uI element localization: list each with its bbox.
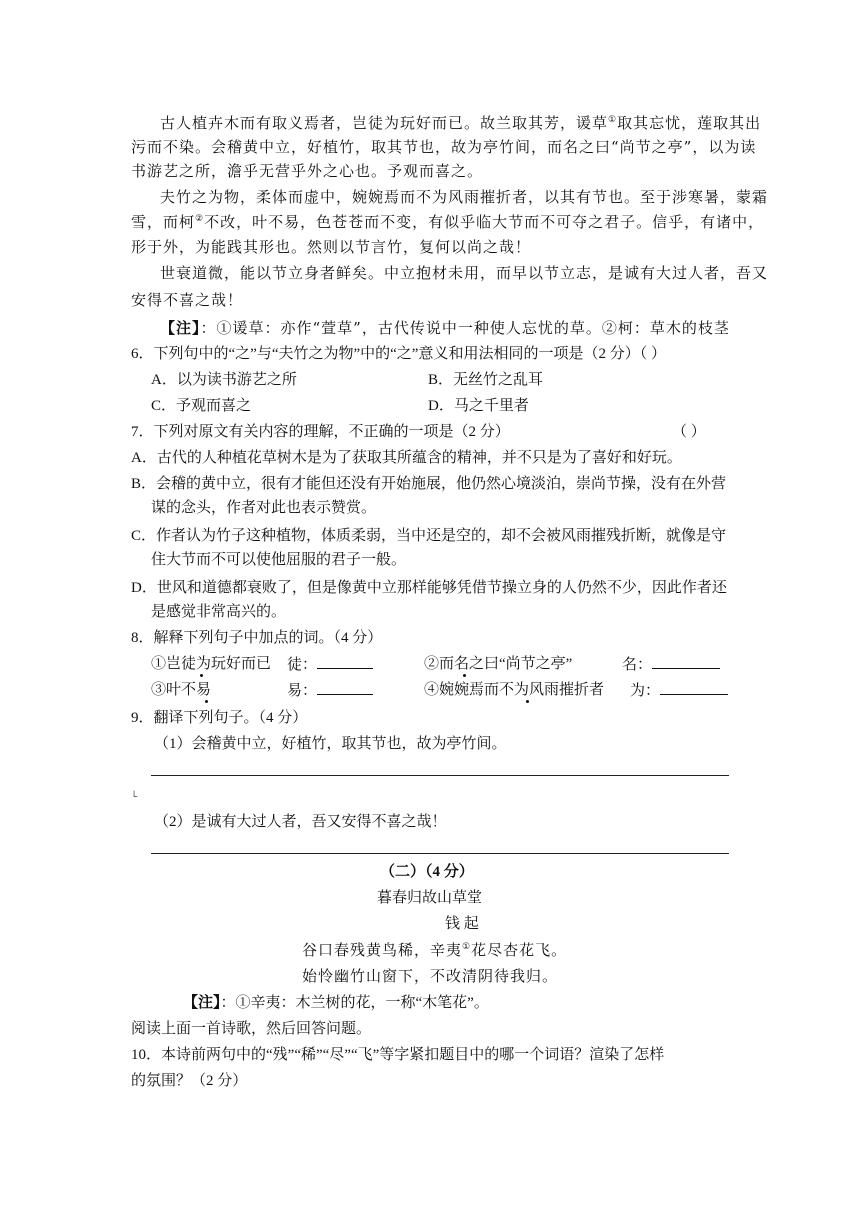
q7-option-c-line2: 住大节而不可以使他屈服的君子一般。 [151,552,407,568]
answer-blank[interactable] [660,680,728,695]
q9-sentence-1: （1）会稽黄中立，好植竹，取其节也，故为亭竹间。 [154,736,507,752]
note-marker-poem: ① [462,942,472,952]
q6-option-a: A．以为读书游艺之所 [151,372,297,388]
part2-heading: （二）（4 分） [380,864,474,880]
q8-item-3: ③叶不易 [151,682,212,698]
q8-item-2: ②而名之曰“尚节之亭” [424,656,573,672]
poem-instruction: 阅读上面一首诗歌，然后回答问题。 [131,1021,372,1037]
poem-line-1: 谷口春残黄鸟稀，辛夷①花尽杏花飞。 [302,941,568,959]
note-marker-2: ② [195,214,205,224]
line-break-mark: └ [131,792,138,803]
passage-p3-line1: 世衰道微，能以节立身者鲜矣。中立抱材未用，而早以节立志，是诚有大过人者，吾又 [160,264,769,282]
poem-note: 【注】：①辛夷：木兰树的花，一称“木笔花”。 [183,995,489,1011]
poem-title: 暮春归故山草堂 [377,890,483,906]
passage-note: 【注】：①谖草：亦作“萱草”，古代传说中一种使人忘忧的草。②柯：草木的枝茎 [160,319,730,337]
answer-line-1[interactable] [151,775,729,776]
passage-p2-line3: 形于外，为能践其形也。然则以节言竹，复何以尚之哉！ [131,238,532,256]
q8-item-4-answer: 为： [630,680,728,701]
q8-item-1-answer: 徒： [287,654,373,675]
q9-stem: 9．翻译下列句子。（4 分） [131,710,308,726]
q10-line-2: 的氛围？（2 分） [131,1073,248,1089]
q8-item-2-answer: 名： [622,654,720,675]
q6-option-d: D．马之千里者 [428,398,529,414]
answer-line-2[interactable] [151,853,729,854]
q7-option-b-line1: B．会稽的黄中立，很有才能但还没有开始施展，他仍然心境淡泊，崇尚节操，没有在外营 [131,476,727,492]
passage-p1-line2: 污而不染。会稽黄中立，好植竹，取其节也，故为亭竹间，而名之曰“尚节之亭”，以为读 [131,138,757,156]
q7-option-b-line2: 谋的念头，作者对此也表示赞赏。 [151,500,377,516]
q6-option-b: B．无丝竹之乱耳 [428,372,544,388]
poem-author: 钱 起 [445,916,479,932]
emphasis-dot [463,674,466,677]
q8-item-4: ④婉婉焉而不为风雨摧折者 [424,682,605,698]
emphasis-dot [526,700,529,703]
q7-option-d-line1: D．世风和道德都衰败了，但是像黄中立那样能够凭借节操立身的人仍然不少，因此作者还 [131,580,727,596]
emphasis-dot [205,700,208,703]
q10-line-1: 10．本诗前两句中的“残”“稀”“尽”“飞”等字紧扣题目中的哪一个词语？渲染了怎样 [131,1047,665,1063]
answer-blank[interactable] [652,654,720,669]
q7-answer-paren: （ ） [672,424,706,440]
q8-item-1: ①岂徒为玩好而已 [151,656,272,672]
q8-item-3-answer: 易： [287,680,373,701]
q7-stem: 7．下列对原文有关内容的理解，不正确的一项是（2 分） [131,424,510,440]
note-marker-1: ① [608,115,618,125]
passage-p2-line1: 夫竹之为物，柔体而虚中，婉婉焉而不为风雨摧折者，以其有节也。至于涉寒暑，蒙霜 [160,188,769,206]
passage-p2-line2: 雪，而柯②不改，叶不易，色苍苍而不变，有似乎临大节而不可夺之君子。信乎，有诸中， [131,213,765,231]
q7-option-d-line2: 是感觉非常高兴的。 [151,604,287,620]
q6-option-c: C．予观而喜之 [151,398,252,414]
q8-stem: 8．解释下列句子中加点的词。（4 分） [131,630,383,646]
q7-option-a: A．古代的人种植花草树木是为了获取其所蕴含的精神，并不只是为了喜好和好玩。 [131,450,682,466]
q7-option-c-line1: C．作者认为竹子这种植物，体质柔弱，当中还是空的，却不会被风雨摧残折断，就像是守 [131,528,727,544]
q6-stem: 6．下列句中的“之”与“夫竹之为物”中的“之”意义和用法相同的一项是（2 分）（ ） [131,346,666,362]
answer-blank[interactable] [317,654,373,669]
emphasis-dot [200,674,203,677]
q9-sentence-2: （2）是诚有大过人者，吾又安得不喜之哉！ [154,814,447,830]
answer-blank[interactable] [317,680,373,695]
poem-line-2: 始怜幽竹山窗下，不改清阴待我归。 [302,967,559,985]
passage-p1-line3: 书游艺之所，澹乎无营乎外之心也。予观而喜之。 [131,162,484,180]
passage-p1-line1: 古人植卉木而有取义焉者，岂徒为玩好而已。故兰取其芳，谖草①取其忘忧，莲取其出 [160,114,762,132]
passage-p3-line2: 安得不喜之哉！ [131,291,244,309]
